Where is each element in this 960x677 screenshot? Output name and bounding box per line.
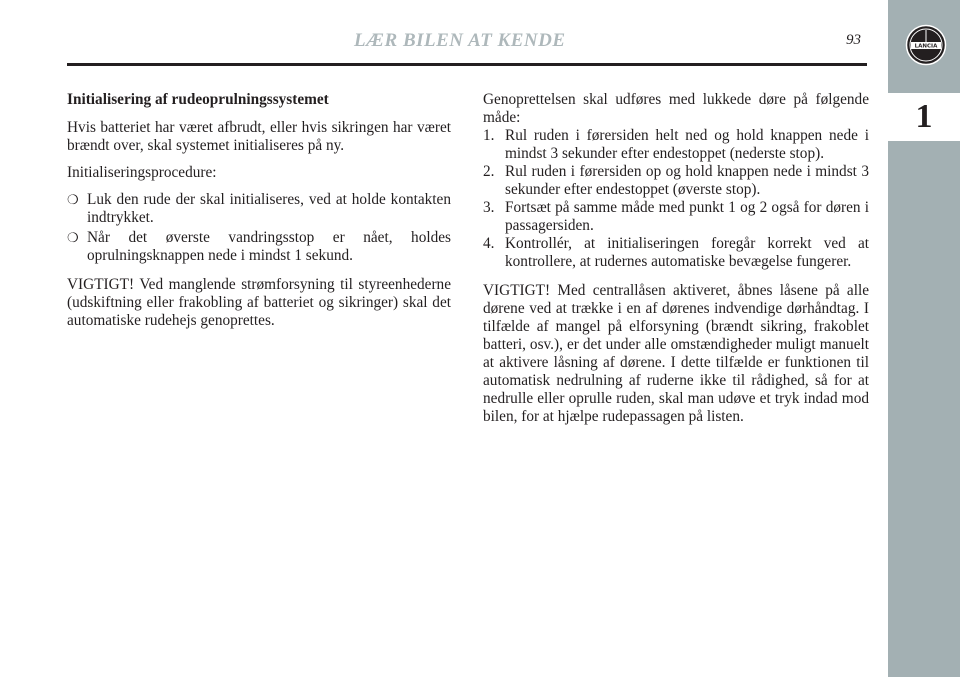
- logo-text: LANCIA: [914, 43, 938, 50]
- header-divider: [67, 63, 867, 66]
- list-item: [483, 163, 869, 199]
- warning-note: VIGTIGT! Ved manglende strømforsyning til styreenhederne (udskiftning eller frakobling af batteriet og sikringer) skal det automatiske rudehejs genoprettes.: [67, 276, 451, 329]
- section-heading: Initialisering af rudeoprulningssystemet: [67, 91, 329, 108]
- step-number: 4.: [483, 235, 495, 252]
- restore-intro: Genoprettelsen skal udføres med lukkede døre på følgende måde:: [483, 91, 869, 126]
- warning-note: VIGTIGT! Med centrallåsen aktiveret, åbnes låsene på alle dørene ved at trække i en af dørenes indvendige dørhåndtag. I tilfælde af mangel på elforsyning (brændt sikring, frakoblet batteri, osv.), er det under alle omstændigheder muligt manuelt at aktivere låsning af dørene. I dette tilfælde er funktionen til automatisk nedrulning af ruderne ikke til rådighed, så for at nedrulle eller oprulle ruden, skal man udøve et tryk indad mod bilen, for at hjælpe rudepassagen på listen.: [483, 282, 869, 425]
- step-text: Rul ruden i førersiden op og hold knappen nede i mindst 3 sekunder efter endestoppet (øverste stop).: [505, 163, 869, 198]
- left-column: [67, 91, 451, 330]
- intro-paragraph: Hvis batteriet har været afbrudt, eller hvis sikringen har været brændt over, skal systemet initialiseres på ny.: [67, 119, 451, 154]
- page-number: 93: [846, 32, 861, 48]
- list-item: [483, 235, 869, 271]
- step-text: Rul ruden i førersiden helt ned og hold knappen nede i mindst 3 sekunder efter endestoppet (nederste stop).: [505, 127, 869, 162]
- list-item: [483, 199, 869, 235]
- procedure-label: Initialiseringsprocedure:: [67, 164, 217, 181]
- step-number: 3.: [483, 199, 495, 216]
- list-item: [67, 191, 451, 227]
- chapter-number: 1: [915, 98, 933, 135]
- bullet-circle-icon: ❍: [67, 230, 79, 245]
- step-text: Fortsæt på samme måde med punkt 1 og 2 også for døren i passagersiden.: [505, 199, 869, 234]
- list-item: [67, 229, 451, 265]
- step-number: 2.: [483, 163, 495, 180]
- lancia-logo-icon: [905, 24, 947, 66]
- list-item: [483, 127, 869, 163]
- right-column: [483, 91, 869, 426]
- page-header-title: LÆR BILEN AT KENDE: [354, 30, 566, 51]
- step-number: 1.: [483, 127, 495, 144]
- bullet-circle-icon: ❍: [67, 192, 79, 207]
- list-item-text: Når det øverste vandringsstop er nået, holdes oprulningsknappen nede i mindst 1 sekund.: [87, 229, 451, 264]
- list-item-text: Luk den rude der skal initialiseres, ved at holde kontakten indtrykket.: [87, 191, 451, 226]
- step-text: Kontrollér, at initialiseringen foregår korrekt ved at kontrollere, at rudernes automatiske bevægelse fungerer.: [505, 235, 869, 270]
